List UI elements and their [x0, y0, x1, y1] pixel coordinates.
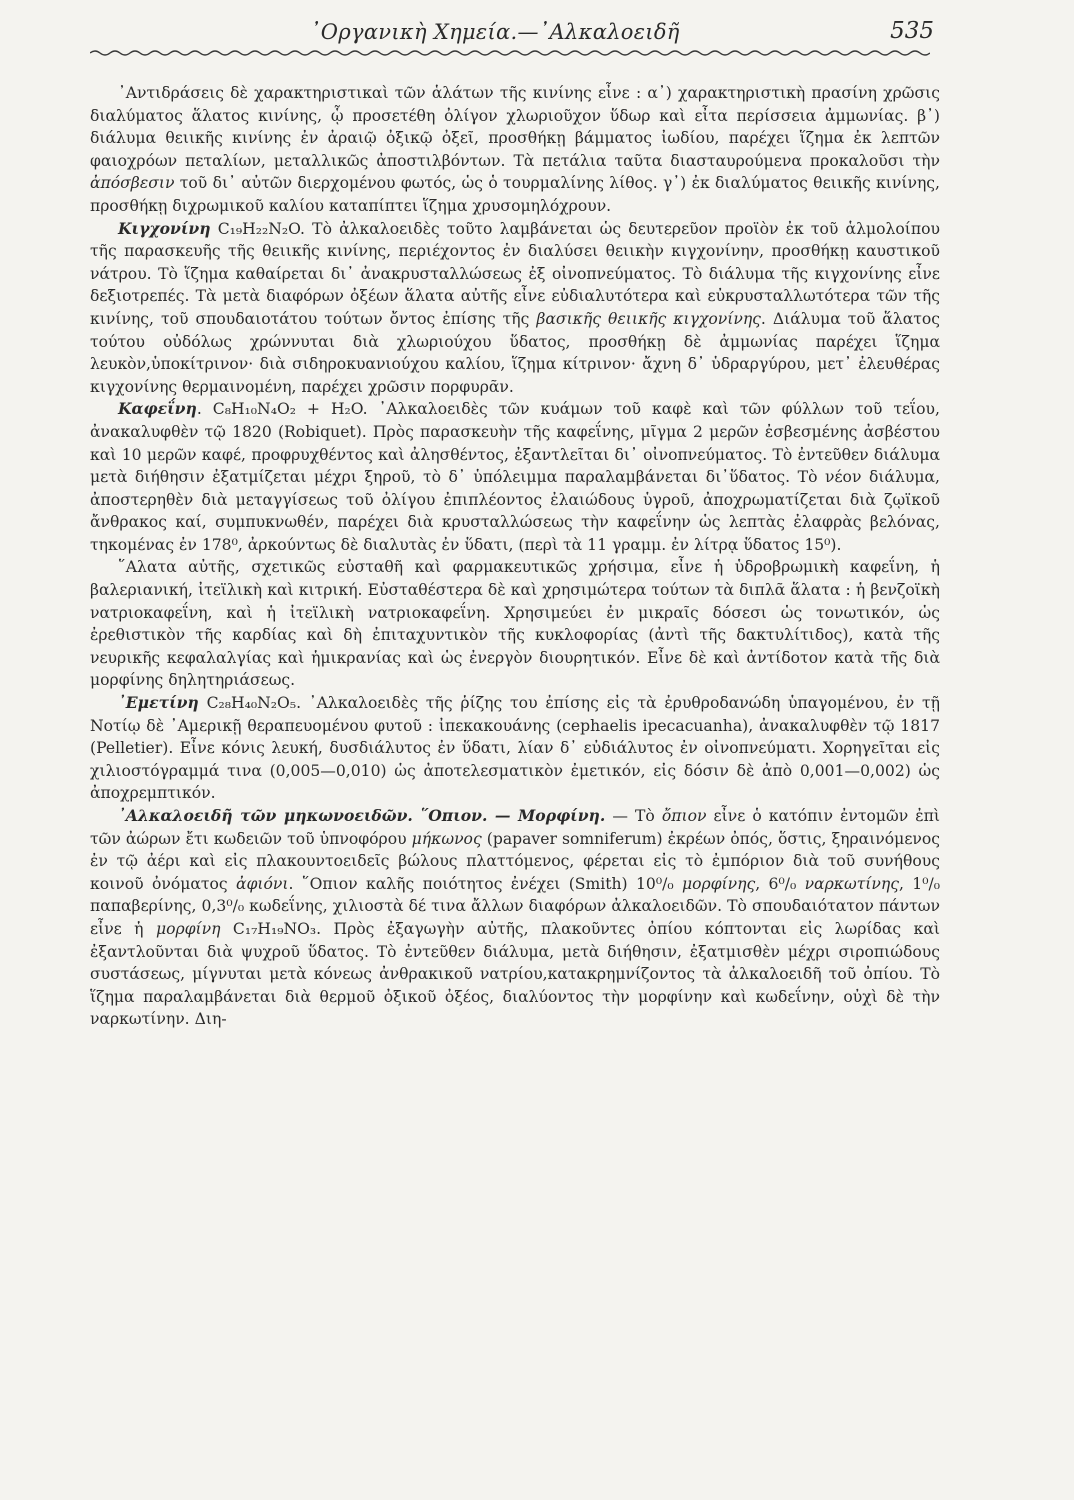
- chemical-formula: C₂₈H₄₀N₂O₅.: [198, 694, 302, 713]
- italic-term: μήκωνος: [411, 829, 482, 848]
- italic-term: ναρκωτίνης: [804, 874, 899, 893]
- italic-term: βασικῆς θειικῆς κιγχονίνης: [536, 309, 761, 328]
- italic-term: μορφίνη: [155, 919, 221, 938]
- paragraph-text: (papaver somniferum) ἐκρέων ὀπός, ὅστις, ξηραινόμενος ἐν τῷ ἀέρι καὶ εἰς πλακουντοειδεῖς βώλους πλαττόμενος, φέρεται εἰς τὸ ἐμπόριον διὰ τοῦ συνήθους κοινοῦ ὀνόματος: [90, 829, 940, 893]
- italic-term: μορφίνης: [681, 874, 756, 893]
- body-text: [90, 82, 940, 1031]
- section-term: Καφεΐνη: [118, 399, 197, 419]
- italic-term: ὄπιον: [661, 807, 707, 825]
- paragraph-text: εἶνε ὁ κατόπιν ἐντομῶν ἐπὶ τῶν ἀώρων ἔτι κωδειῶν τοῦ ὑπνοφόρου: [90, 807, 940, 848]
- paragraph-caffeine: [90, 398, 940, 556]
- paragraph-text: . Διάλυμα τοῦ ἅλατος τούτου οὐδόλως χρώννυται διὰ χλωριούχου ὕδατος, προσθήκῃ δὲ ἀμμωνίας παρέχει ἵζημα λευκὸν,ὑποκίτρινον· διὰ σιδηροκυανιούχου καλίου, ἵζημα κίτρινον· ἄχνη δ᾽ ὑδραργύρου, μετ᾽ ἐλευθέρας κιγχονίνης θερμαινομένη, παρέχει χρῶσιν πορφυρᾶν.: [90, 309, 940, 396]
- italic-term: ἀφιόνι: [235, 874, 289, 893]
- header-wavy-rule: [90, 46, 930, 60]
- page-number: 535: [890, 18, 934, 44]
- paragraph-cinchonine: [90, 218, 940, 399]
- paragraph-text: , 1⁰/₀ παπαβερίνης, 0,3⁰/₀ κωδεΐνης, χιλιοστὰ δέ τινα ἄλλων διαφόρων ἀλκαλοειδῶν. Τὸ σπουδαιότατον πάντων εἶνε ἡ: [90, 874, 940, 938]
- chemical-formula: . C₈H₁₀N₄O₂ + H₂O.: [196, 400, 368, 419]
- paragraph-text: — Τὸ: [605, 807, 662, 825]
- section-term: Κιγχονίνη: [118, 218, 211, 238]
- section-term: ᾿Αλκαλοειδῆ τῶν μηκωνοειδῶν. ῞Οπιον. — Μορφίνη.: [118, 806, 606, 825]
- paragraph-text: τοῦ δι᾽ αὐτῶν διερχομένου φωτός, ὡς ὁ τουρμαλίνης λίθος. γ᾽) ἐκ διαλύματος θειικῆς κινίνης, προσθήκῃ διχρωμικοῦ καλίου καταπίπτει ἵζημα χρυσομηλόχρουν.: [90, 174, 940, 215]
- running-title: ᾿Οργανικὴ Χημεία.—᾿Αλκαλοειδῆ: [310, 20, 680, 44]
- section-term: ᾿Εμετίνη: [118, 693, 199, 713]
- chemical-formula: C₁₉H₂₂N₂O.: [217, 219, 306, 238]
- paragraph-caffeine-salts: [90, 556, 940, 692]
- paragraph-emetine: [90, 692, 940, 805]
- paragraph-text: Τὸ ἀλκαλοειδὲς τοῦτο λαμβάνεται ὡς δευτερεῦον προϊὸν ἐκ τοῦ ἁλμολοίπου τῆς παρασκευῆς τῆς θειικῆς κινίνης, περιέχοντος ἐν διαλύσει θειικὴν κιγχονίνην, προσθήκῃ καυστικοῦ νάτρου. Τὸ ἵζημα καθαίρεται δι᾽ ἀνακρυσταλλώσεως ἐξ οἰνοπνεύματος. Τὸ διάλυμα τῆς κιγχονίνης εἶνε δεξιοτρεπές. Τὰ μετὰ διαφόρων ὀξέων ἅλατα αὐτῆς εἶνε εὐδιαλυτότερα καὶ εὐκρυσταλλωτότερα τῶν τῆς κινίνης, τοῦ σπουδαιοτάτου τούτων ὄντος ἐπίσης τῆς: [90, 219, 940, 328]
- paragraph-opium: [90, 805, 940, 1031]
- paragraph-text: ῞Αλατα αὐτῆς, σχετικῶς εὐσταθῆ καὶ φαρμακευτικῶς χρήσιμα, εἶνε ἡ ὑδροβρωμικὴ καφεΐνη, ἡ βαλεριανική, ἰτεϊλικὴ καὶ κιτρική. Εὐσταθέστερα δὲ καὶ χρησιμώτερα τούτων τὰ διπλᾶ ἅλατα : ἡ βενζοϊκὴ νατριοκαφεΐνη, καὶ ἡ ἰτεϊλικὴ νατριοκαφεΐνη. Χρησιμεύει ἐν μικραῖς δόσεσι ὡς τονωτικόν, ὡς ἐρεθιστικὸν τῆς καρδίας καὶ δὴ ἐπιταχυντικὸν τῆς κυκλοφορίας (ἀντὶ τῆς δακτυλίτιδος), κατὰ τῆς νευρικῆς κεφαλαλγίας καὶ ἡμικρανίας καὶ ὡς ἐνεργὸν διουρητικόν. Εἶνε δὲ καὶ ἀντίδοτον κατὰ τῆς διὰ μορφίνης δηλητηριάσεως.: [90, 558, 940, 690]
- paragraph-text: C₁₇H₁₉NO₃. Πρὸς ἐξαγωγὴν αὐτῆς, πλακοῦντες ὀπίου κόπτονται εἰς λωρίδας καὶ ἐξαντλοῦνται διὰ ψυχροῦ ὕδατος. Τὸ ἐντεῦθεν διάλυμα, μετὰ διήθησιν, ἐξατμισθὲν μέχρι σιροπιώδους συστάσεως, μίγνυται μετὰ κόνεως ἀνθρακικοῦ νατρίου,κατακρημνίζοντος τὰ ἀλκαλοειδῆ τοῦ ὀπίου. Τὸ ἵζημα παραλαμβάνεται διὰ θερμοῦ ὀξικοῦ ὀξέος, διαλύοντος τὴν μορφίνην καὶ κωδεΐνην, οὐχὶ δὲ τὴν ναρκωτίνην. Διη-: [90, 919, 940, 1029]
- paragraph-text: ᾿Αντιδράσεις δὲ χαρακτηριστικαὶ τῶν ἁλάτων τῆς κινίνης εἶνε : α᾽) χαρακτηριστικὴ πρασίνη χρῶσις διαλύματος ἅλατος κινίνης, ᾧ προσετέθη ὀλίγον χλωριοῦχον ὕδωρ καὶ εἶτα περίσσεια ἀμμωνίας. β᾽) διάλυμα θειικῆς κινίνης ἐν ἀραιῷ ὀξικῷ ὀξεῖ, προσθήκῃ βάμματος ἰωδίου, παρέχει ἵζημα ἐκ λεπτῶν φαιοχρόων πεταλίων, μεταλλικῶς ἀποστιλβόντων. Τὰ πετάλια ταῦτα διασταυρούμενα προκαλοῦσι τὴν: [90, 84, 940, 170]
- paragraph-reactions: [90, 82, 940, 218]
- italic-term: ἀπόσβεσιν: [90, 174, 175, 193]
- paragraph-text: ᾿Αλκαλοειδὲς τῶν κυάμων τοῦ καφὲ καὶ τῶν φύλλων τοῦ τεΐου, ἀνακαλυφθὲν τῷ 1820 (Robiquet). Πρὸς παρασκευὴν τῆς καφεΐνης, μῖγμα 2 μερῶν ἐσβεσμένης ἀσβέστου καὶ 10 μερῶν καφέ, προφρυχθέντος καὶ ἀλησθέντος, ἐξαντλεῖται δι᾽ οἰνοπνεύματος. Τὸ ἐντεῦθεν διάλυμα μετὰ διήθησιν ἐξατμίζεται μέχρι ξηροῦ, τὸ δ᾽ ὑπόλειμμα παραλαμβάνεται δι᾽ὕδατος. Τὸ νέον διάλυμα, ἀποστερηθὲν διὰ μεταγγίσεως τοῦ ὀλίγου ἐπιπλέοντος ἐλαιώδους ὑγροῦ, ἀποχρωματίζεται διὰ ζῳϊκοῦ ἄνθρακος καί, συμπυκνωθέν, παρέχει διὰ κρυσταλλώσεως τὴν καφεΐνην ὡς λεπτὰς ἐλαφρὰς βελόνας, τηκομένας ἐν 178⁰, ἀρκούντως δὲ διαλυτὰς ἐν ὕδατι, (περὶ τὰ 11 γραμμ. ἐν λίτρᾳ ὕδατος 15⁰).: [90, 400, 940, 554]
- paragraph-text: , 6⁰/₀: [755, 874, 805, 893]
- paragraph-text: ᾿Αλκαλοειδὲς τῆς ῥίζης του ἐπίσης εἰς τὰ ἐρυθροδανώδη ὑπαγομένου, ἐν τῇ Νοτίῳ δὲ ᾿Αμερικῇ θεραπευομένου φυτοῦ : ἰπεκακουάνης (cephaelis ipecacuanha), ἀνακαλυφθὲν τῷ 1817 (Pelletier). Εἶνε κόνις λευκή, δυσδιάλυτος ἐν ὕδατι, λίαν δ᾽ εὐδιάλυτος ἐν οἰνοπνεύματι. Χορηγεῖται εἰς χιλιοστόγραμμά τινα (0,005—0,010) ὡς ἀποτελεσματικὸν ἐμετικόν, εἰς δόσιν δὲ ἀπὸ 0,001—0,002) ὡς ἀποχρεμπτικόν.: [90, 694, 940, 803]
- paragraph-text: . ῞Οπιον καλῆς ποιότητος ἐνέχει (Smith) 10⁰/₀: [288, 874, 682, 893]
